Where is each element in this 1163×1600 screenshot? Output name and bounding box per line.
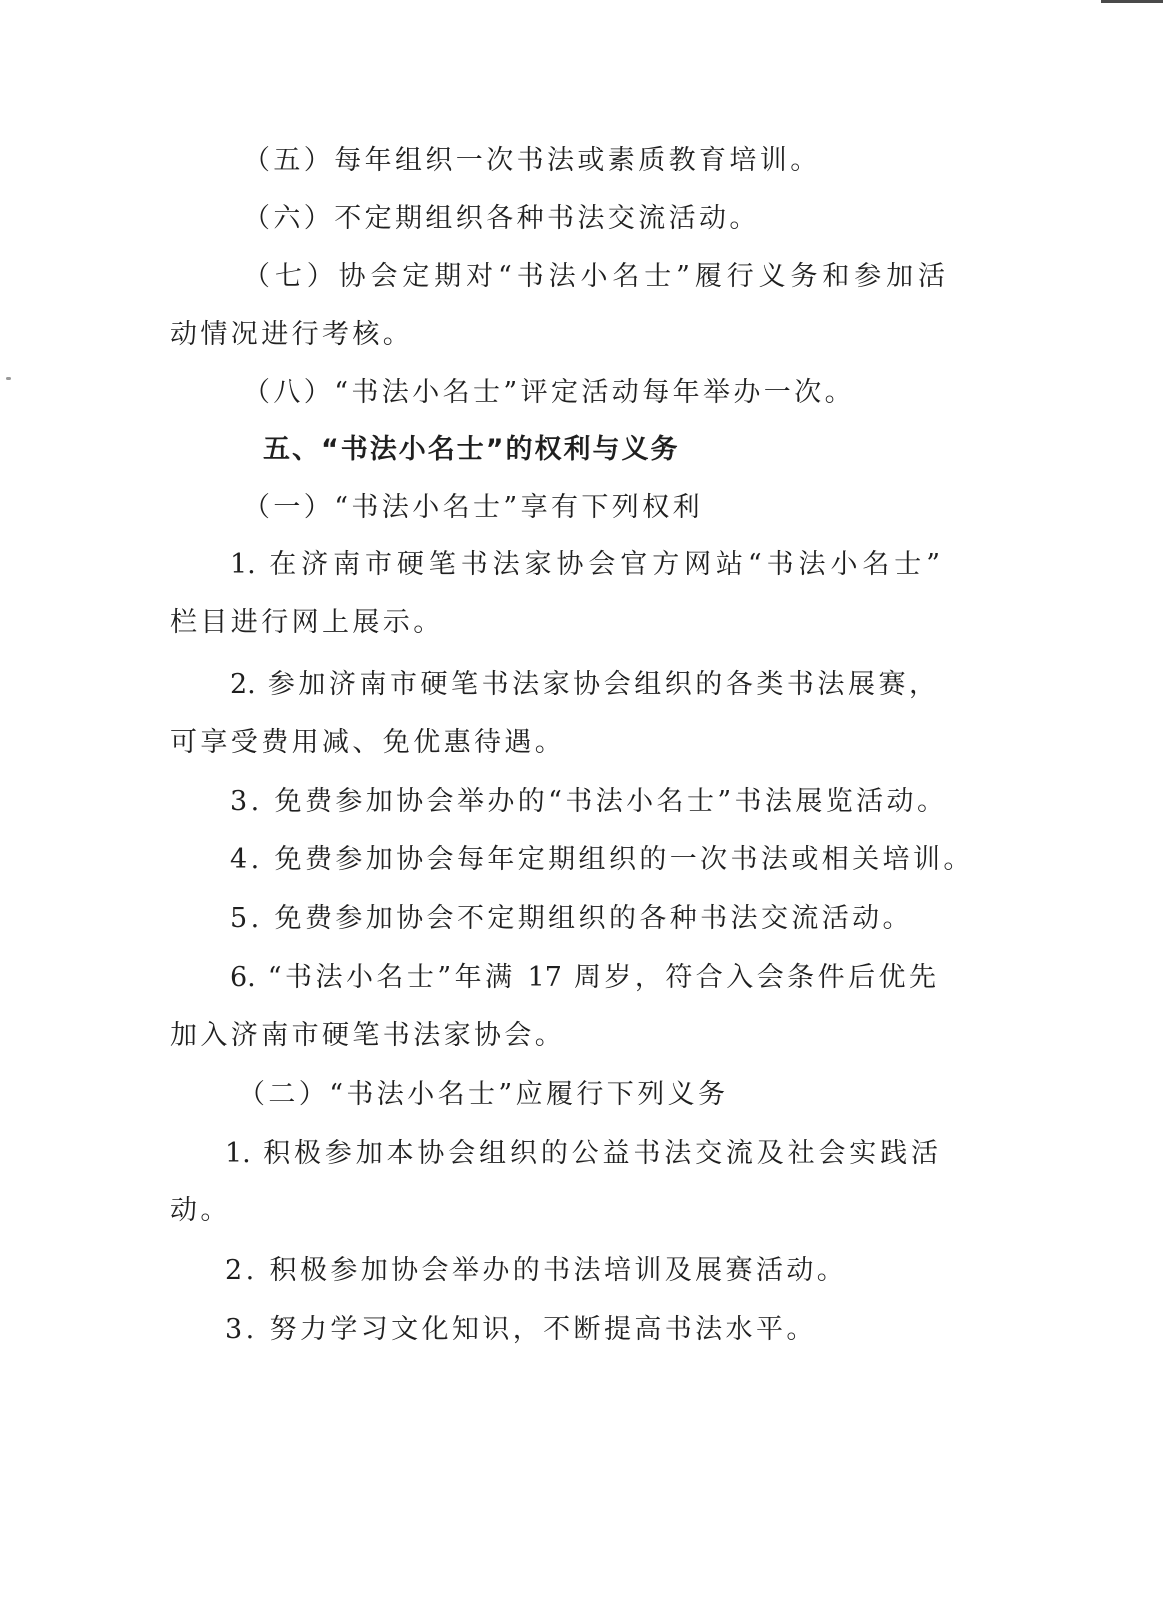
duty-1-public-welfare-cont: 动。 [170, 1195, 231, 1226]
duty-2-training-exhibition: 2. 积极参加协会举办的书法培训及展赛活动。 [225, 1255, 848, 1286]
right-2-fee-discount-cont: 可享受费用减、免优惠待遇。 [170, 727, 566, 758]
scan-speck [6, 377, 11, 380]
item-six-exchange: （六）不定期组织各种书法交流活动。 [243, 203, 760, 234]
right-5-exchange: 5. 免费参加协会不定期组织的各种书法交流活动。 [230, 903, 913, 934]
duty-1-public-welfare: 1. 积极参加本协会组织的公益书法交流及社会实践活 [225, 1138, 938, 1169]
right-3-exhibition: 3. 免费参加协会举办的“书法小名士”书法展览活动。 [230, 786, 948, 817]
right-6-membership-cont: 加入济南市硬笔书法家协会。 [170, 1020, 566, 1051]
section-heading-rights-duties: 五、“书法小名士”的权利与义务 [263, 434, 680, 465]
right-2-fee-discount: 2. 参加济南市硬笔书法家协会组织的各类书法展赛， [230, 669, 936, 700]
right-4-training: 4. 免费参加协会每年定期组织的一次书法或相关培训。 [230, 844, 974, 875]
duty-3-study: 3. 努力学习文化知识，不断提高书法水平。 [225, 1314, 817, 1345]
scan-edge-mark [1101, 0, 1163, 3]
item-five-training: （五）每年组织一次书法或素质教育培训。 [243, 145, 821, 176]
item-eight-annual-event: （八）“书法小名士”评定活动每年举办一次。 [243, 377, 856, 408]
subsection-duties-title: （二）“书法小名士”应履行下列义务 [238, 1079, 729, 1110]
subsection-rights-title: （一）“书法小名士”享有下列权利 [243, 492, 704, 523]
item-seven-assessment-cont: 动情况进行考核。 [170, 319, 414, 350]
item-seven-assessment: （七）协会定期对“书法小名士”履行义务和参加活 [243, 261, 945, 292]
right-6-membership: 6. “书法小名士”年满 17 周岁，符合入会条件后优先 [230, 962, 936, 993]
right-1-website-display: 1. 在济南市硬笔书法家协会官方网站“书法小名士” [230, 549, 940, 580]
right-1-website-display-cont: 栏目进行网上展示。 [170, 607, 444, 638]
